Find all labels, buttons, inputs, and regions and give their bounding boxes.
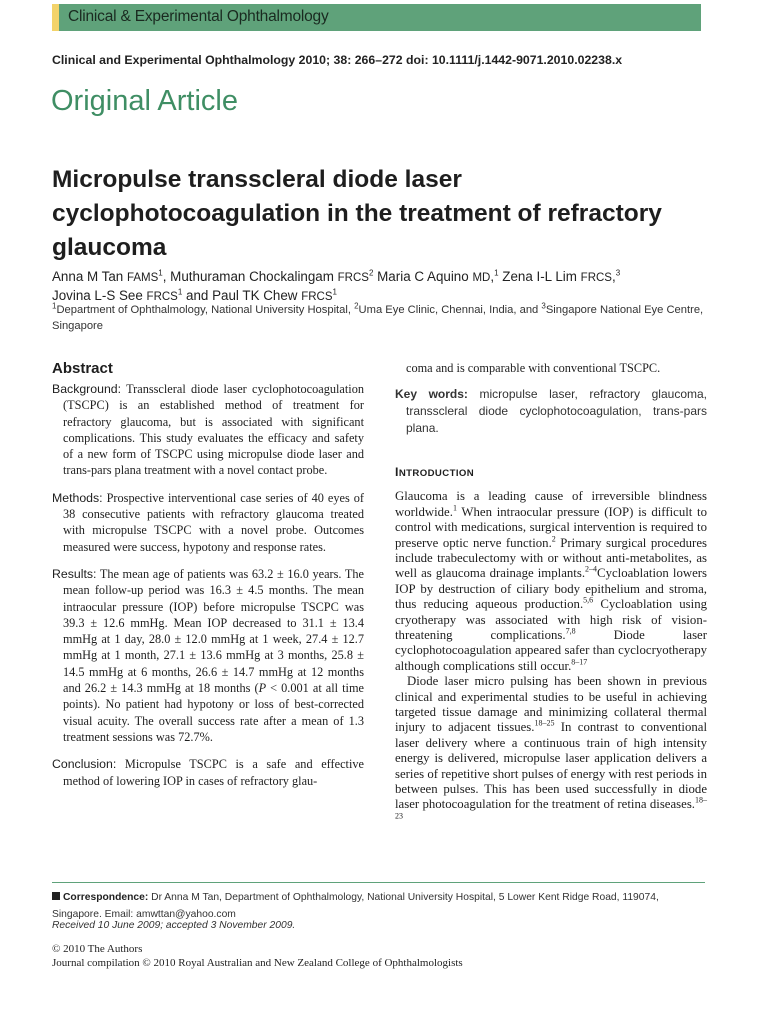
keywords-text: micropulse laser, refractory glaucoma, transscleral diode cyclophotocoagulation, trans-pars plana. <box>406 387 707 436</box>
reference-citation: 7,8 <box>565 626 576 636</box>
author-degree: FRCS <box>301 291 333 303</box>
intro-text: Glaucoma is a leading cause of irreversible blindness worldwide. <box>395 489 707 519</box>
author-name: Maria C Aquino <box>377 269 469 284</box>
intro-text: Diode laser micro pulsing has been shown in previous clinical and experimental studies to be useful in achieving targeted tissue damage and minimizing collateral thermal injury to adjacent tissues. <box>395 674 707 735</box>
author-affiliation-ref: 1 <box>494 268 499 278</box>
introduction-heading-initial: I <box>395 465 399 480</box>
received-dates: Received 10 June 2009; accepted 3 November 2009. <box>52 920 296 931</box>
abstract-heading: Abstract <box>52 360 113 377</box>
conclusion-label: Conclusion: <box>52 757 117 772</box>
article-title: Micropulse transscleral diode laser cyclophotocoagulation in the treatment of refractory glaucoma <box>52 166 662 261</box>
abstract-methods <box>52 490 364 555</box>
author-name: Jovina L-S See <box>52 288 143 303</box>
affiliation-text: Uma Eye Clinic, Chennai, India, and <box>358 304 542 316</box>
correspondence-label: Correspondence: <box>63 892 149 903</box>
reference-citation: 1 <box>452 503 457 513</box>
reference-citation: 18–25 <box>534 719 555 729</box>
author-affiliation-ref: 1 <box>158 268 163 278</box>
keywords <box>395 386 707 437</box>
author-name: Zena I-L Lim <box>502 269 577 284</box>
affiliation-text: Singapore National Eye Centre, Singapore <box>52 304 704 332</box>
abstract-results <box>52 566 364 745</box>
reference-citation: 18–23 <box>395 796 707 821</box>
author-degree: MD <box>472 272 491 284</box>
methods-label: Methods: <box>52 490 103 505</box>
results-text-continued: < 0.001 at all time points). No patient had hypotony or loss of best-corrected visual acuity. The overall success rate after a mean of 1.3 treatment sessions was 72.7%. <box>63 681 364 744</box>
intro-text: When intraocular pressure (IOP) is difficult to control with medications, surgical intervention is required to preserve optic nerve function. <box>395 504 707 550</box>
author-name: Muthuraman Chockalingam <box>170 269 334 284</box>
author-degree: FRCS <box>146 291 178 303</box>
intro-text: Primary surgical procedures include trabeculectomy with or without anti-metabolites, as well as glaucoma drainage implants. <box>395 535 707 581</box>
intro-text: Cycloablation using cryotherapy was associated with high risk of vision-threatening complications. <box>395 597 707 642</box>
right-column <box>395 360 707 828</box>
introduction-heading-rest: NTRODUCTION <box>398 468 475 480</box>
reference-citation: 5,6 <box>583 595 594 605</box>
reference-citation: 2 <box>551 534 556 544</box>
intro-text: In contrast to conventional laser delivery where a continuous train of high intensity energy is delivered, micropulse laser application delivers a series of repetitive short pulses of energy with rest periods in between pulses. This has been used successfully in diode laser photocoagulation for the treatment of retina diseases. <box>395 720 707 812</box>
introduction-paragraph-1 <box>395 489 707 674</box>
abstract-conclusion <box>52 756 364 789</box>
intro-text: Diode laser cyclophotocoagulation appeared safer than cyclocryotherapy although complications still occur. <box>395 627 707 673</box>
affiliation-number: 2 <box>354 301 359 311</box>
affiliation-text: Department of Ophthalmology, National University Hospital, <box>56 304 355 316</box>
citation-line: Clinical and Experimental Ophthalmology 2010; 38: 266–272 doi: 10.1111/j.1442-9071.2010.02238.x <box>52 53 623 67</box>
author-list: Anna M Tan FAMS$^1$, Muthuraman Chockalingam FRCS$^2$ Maria C Aquino MD,$^1$ Zena I-L Lim FRCS,$^3$ Jovina L-S See FRCS$^1$ and Paul TK Chew FRCS$^1$ <box>52 268 621 303</box>
intro-text: Cycloablation lowers IOP by destruction of ciliary body epithelium and stroma, thus reducing aqueous production. <box>395 566 708 612</box>
affiliations <box>52 302 712 334</box>
journal-banner <box>52 4 701 31</box>
correspondence-text: Dr Anna M Tan, Department of Ophthalmology, National University Hospital, 5 Lower Kent Ridge Road, 119074, Singapore. Email: amwttan@yahoo.com <box>52 892 659 920</box>
banner-accent-stripe <box>52 4 59 31</box>
square-bullet-icon <box>52 892 60 900</box>
abstract-conclusion-continued: coma and is comparable with conventional TSCPC. <box>406 361 661 375</box>
abstract-column <box>52 360 364 800</box>
journal-name: Clinical & Experimental Ophthalmology <box>68 8 329 25</box>
author-affiliation-ref: 1 <box>332 287 337 297</box>
reference-citation: 2–4 <box>585 565 598 575</box>
author-degree: FRCS <box>337 272 369 284</box>
background-text: Transscleral diode laser cyclophotocoagulation (TSCPC) is an established method of treatment for refractory glaucoma, but is associated with significant complications. This study evaluates the efficacy and safety of a new form of TSCPC using micropulse diode laser and trans-pars plana treatment with a novel contact probe. <box>63 382 364 478</box>
reference-citation: 8–17 <box>571 657 588 667</box>
results-label: Results: <box>52 566 97 581</box>
introduction-paragraph-2 <box>395 674 707 828</box>
background-label: Background: <box>52 382 122 396</box>
author-affiliation-ref: 1 <box>177 287 183 297</box>
correspondence-note <box>52 889 705 923</box>
affiliation-number: 1 <box>52 301 57 311</box>
author-affiliation-ref: 2 <box>368 268 374 278</box>
copyright-notice <box>52 943 463 970</box>
results-text: The mean age of patients was 63.2 ± 16.0 years. The mean follow-up period was 16.3 ± 4.5 months. The mean intraocular pressure (IOP) before micropulse TSCPC was 39.3 ± 12.6 mmHg. Mean IOP decreased to 31.1 ± 13.4 mmHg at 1 day, 28.0 ± 12.0 mmHg at 1 week, 27.4 ± 12.7 mmHg at 1 month, 27.1 ± 13.6 mmHg at 3 months, 25.8 ± 14.5 mmHg at 6 months, 26.6 ± 14.7 mmHg at 12 months and 26.2 ± 14.3 mmHg at 18 months ( <box>63 566 364 696</box>
affiliation-number: 3 <box>541 301 546 311</box>
author-name: Paul TK Chew <box>212 288 298 303</box>
conclusion-text: Micropulse TSCPC is a safe and effective method of lowering IOP in cases of refractory glau- <box>63 757 364 788</box>
abstract-background <box>52 381 364 479</box>
keywords-label: Key words: <box>395 387 468 402</box>
author-degree: FRCS <box>580 272 612 284</box>
p-value-symbol: P <box>258 681 267 696</box>
author-affiliation-ref: 3 <box>615 268 621 278</box>
copyright-journal: Journal compilation © 2010 Royal Australian and New Zealand College of Ophthalmologists <box>52 956 463 969</box>
article-type: Original Article <box>51 85 238 117</box>
introduction-heading <box>395 465 707 479</box>
footer-divider <box>52 882 705 883</box>
author-name: Anna M Tan <box>52 269 124 284</box>
copyright-authors: © 2010 The Authors <box>52 943 143 955</box>
methods-text: Prospective interventional case series of 40 eyes of 38 consecutive patients with refractory glaucoma treated with micropulse TSCPC with a novel probe. Outcomes measured were success, hypotony and response rates. <box>63 490 364 554</box>
author-degree: FAMS <box>126 272 159 284</box>
